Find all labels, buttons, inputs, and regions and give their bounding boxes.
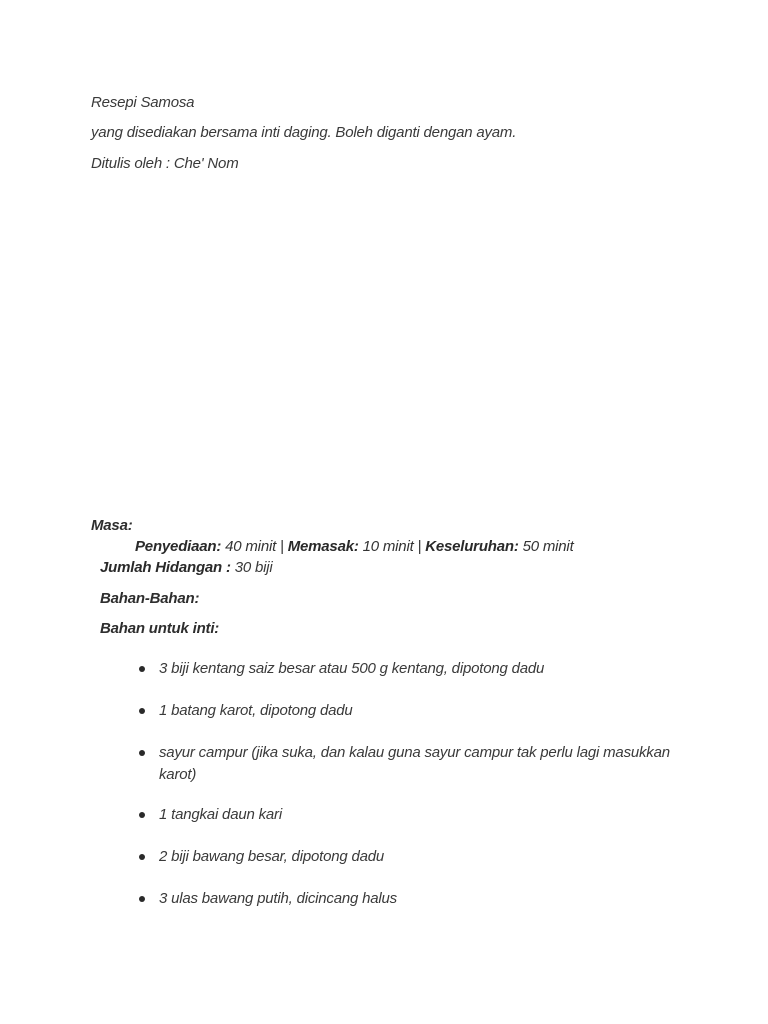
ingredient-text: 1 tangkai daun kari — [159, 806, 282, 823]
servings-value: 30 biji — [230, 559, 273, 576]
cook-value: 10 minit | — [358, 538, 426, 555]
bullet-icon — [139, 708, 145, 714]
bullet-icon — [139, 812, 145, 818]
ingredient-text: 3 biji kentang saiz besar atau 500 g kentang, dipotong dadu — [159, 660, 545, 677]
ingredient-text: sayur campur (jika suka, dan kalau guna sayur campur tak perlu lagi masukkan karot) — [159, 744, 670, 783]
recipe-subtitle: yang disediakan bersama inti daging. Boleh diganti dengan ayam. — [91, 124, 517, 141]
prep-value: 40 minit | — [221, 538, 288, 555]
cook-label: Memasak: — [287, 538, 359, 555]
recipe-title: Resepi Samosa — [91, 94, 195, 111]
bullet-icon — [139, 896, 145, 902]
list-item — [159, 742, 679, 786]
list-item — [159, 846, 679, 868]
bullet-icon — [139, 854, 145, 860]
ingredient-text: 3 ulas bawang putih, dicincang halus — [159, 890, 397, 907]
time-label: Masa: — [91, 517, 133, 534]
list-item — [159, 658, 679, 680]
ingredient-text: 2 biji bawang besar, dipotong dadu — [159, 848, 385, 865]
total-label: Keseluruhan: — [425, 538, 519, 555]
bullet-icon — [139, 666, 145, 672]
ingredient-text: 1 batang karot, dipotong dadu — [159, 702, 353, 719]
prep-label: Penyediaan: — [135, 538, 222, 555]
list-item — [159, 700, 679, 722]
list-item — [159, 804, 679, 826]
servings-label: Jumlah Hidangan : — [100, 559, 231, 576]
filling-heading: Bahan untuk inti: — [100, 620, 220, 637]
servings — [100, 559, 273, 576]
bullet-icon — [139, 750, 145, 756]
time-details — [135, 538, 574, 555]
recipe-author: Ditulis oleh : Che' Nom — [91, 155, 239, 172]
total-value: 50 minit — [518, 538, 574, 555]
list-item — [159, 888, 679, 910]
ingredients-heading: Bahan-Bahan: — [100, 590, 200, 607]
